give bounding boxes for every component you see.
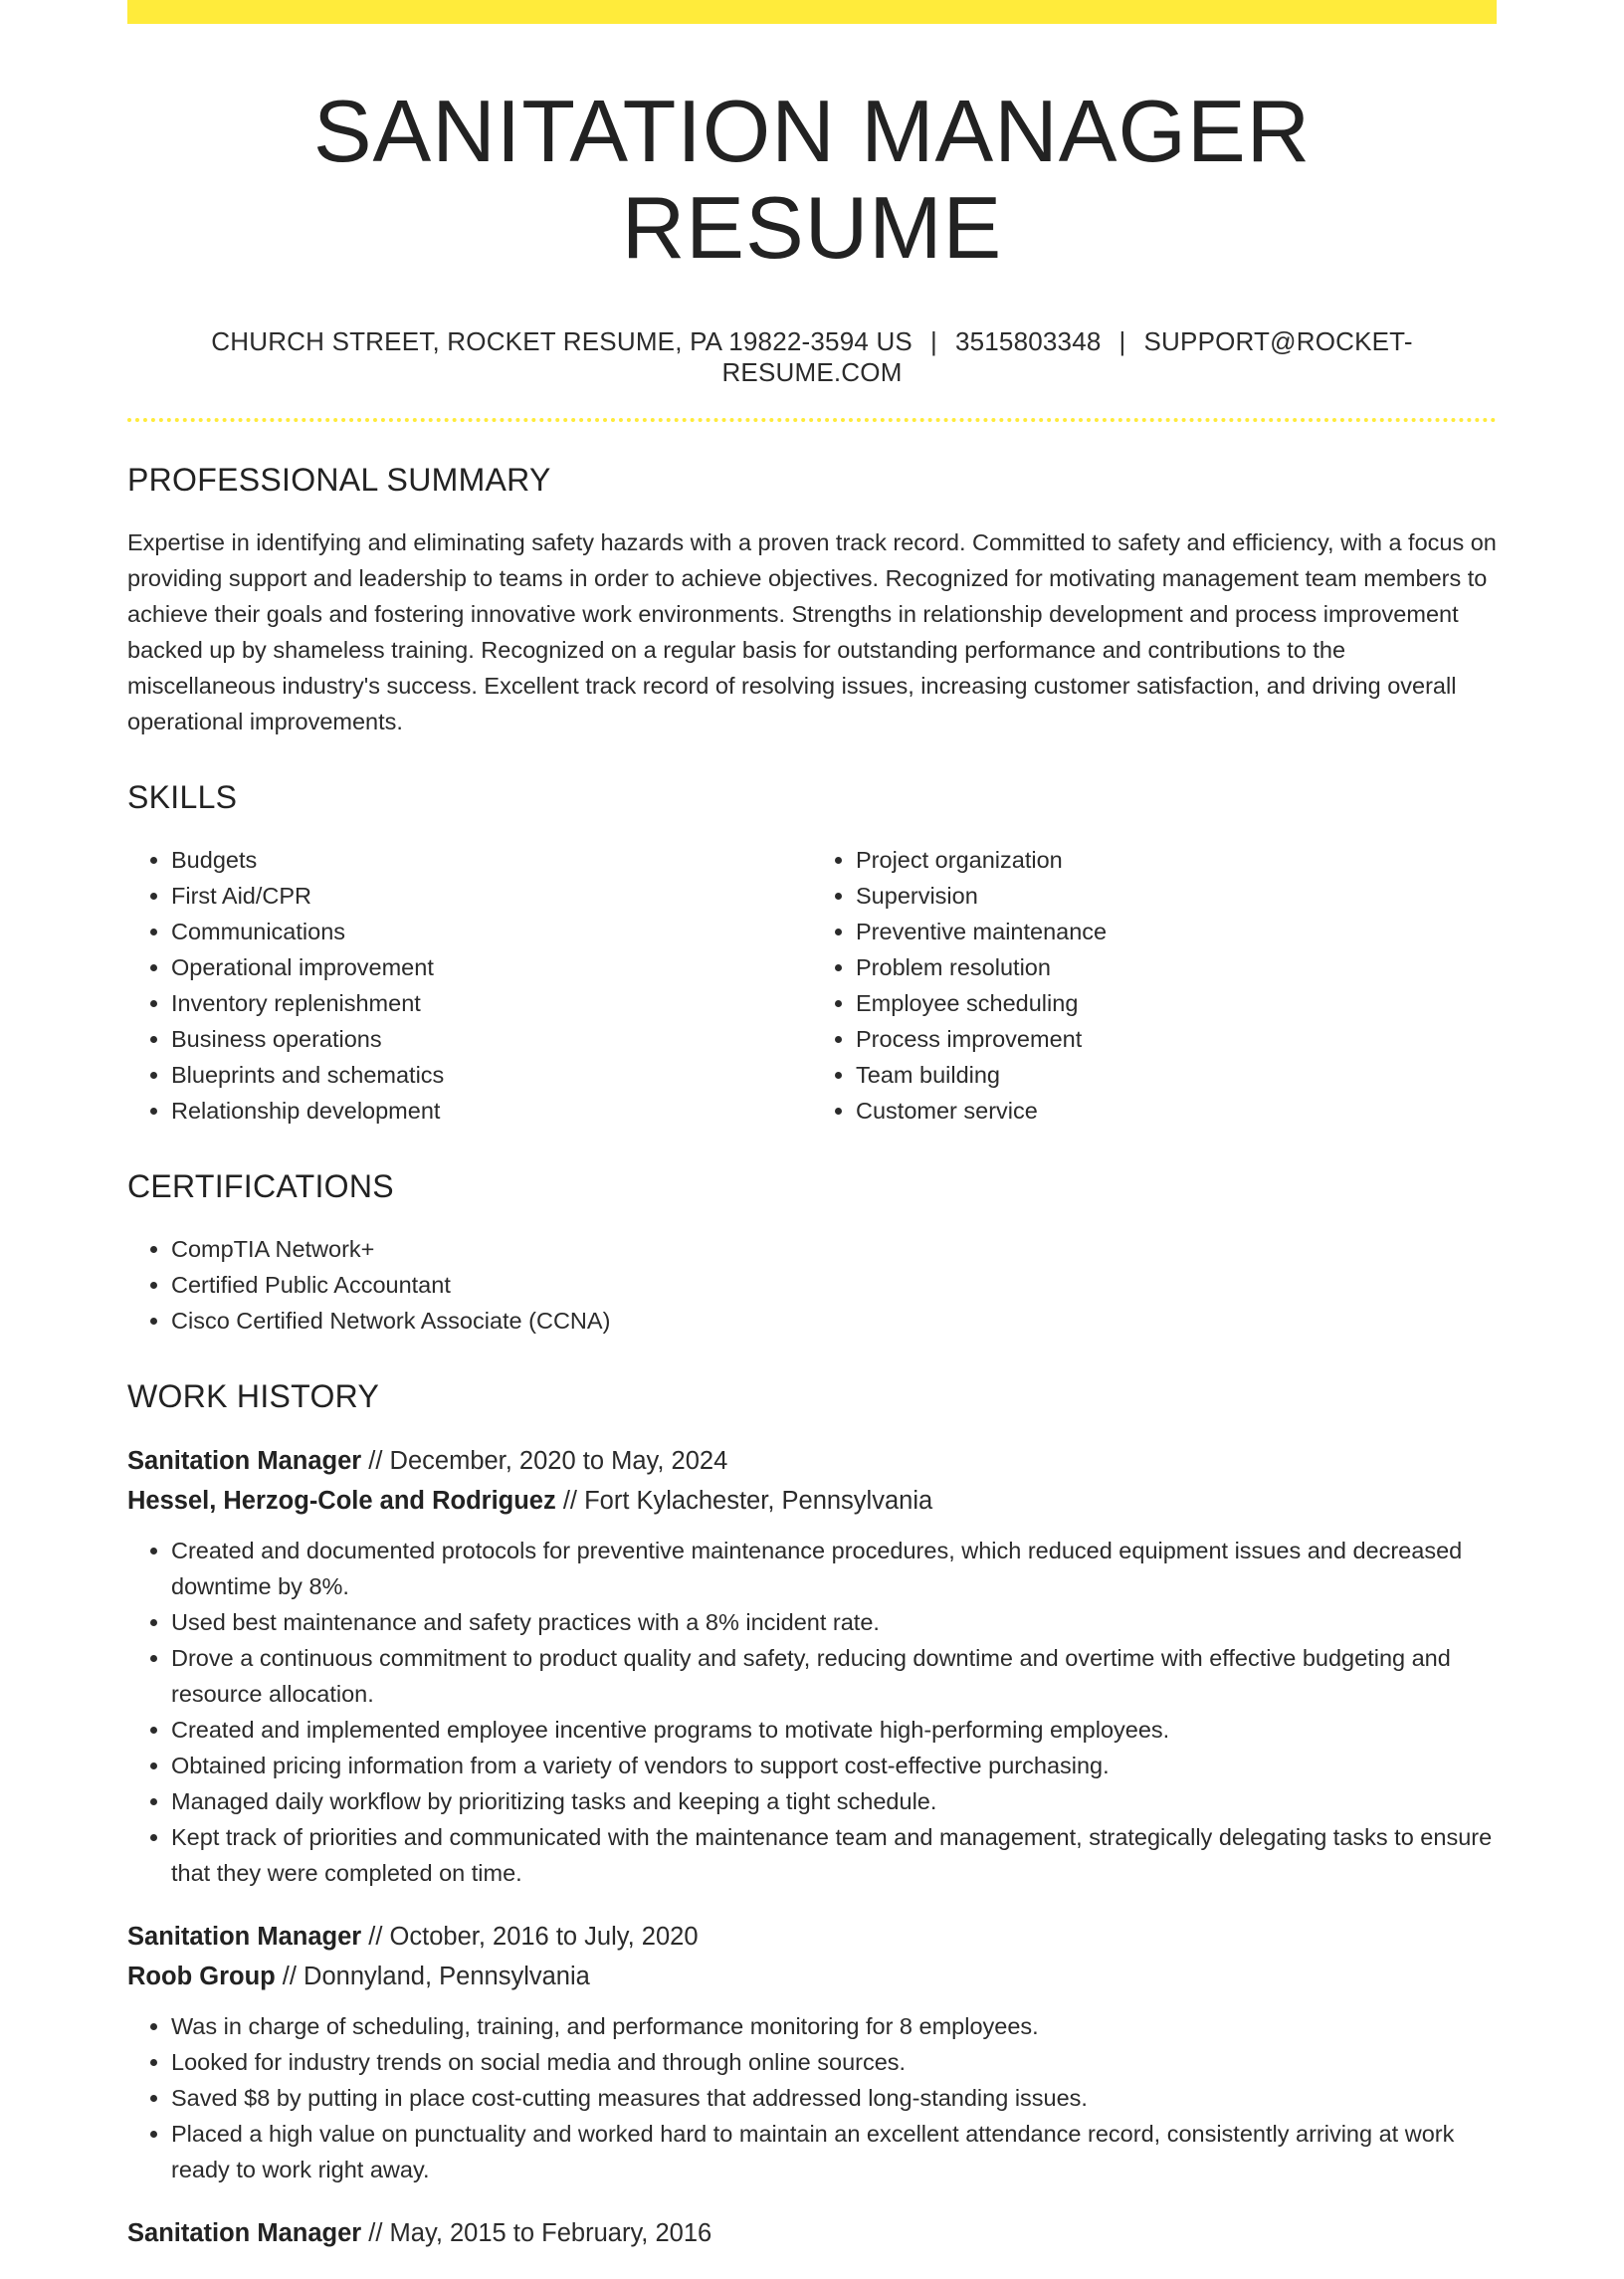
job-title-line: [127, 2213, 1497, 2253]
job-company-line: [127, 1957, 1497, 1996]
job-title-line: [127, 1441, 1497, 1481]
skill-item: • Budgets: [171, 842, 812, 878]
job-bullets: [127, 1533, 1497, 1891]
contact-separator: |: [929, 325, 937, 356]
skill-item: • Operational improvement: [171, 949, 812, 985]
summary-heading: PROFESSIONAL SUMMARY: [127, 461, 551, 498]
skill-item: • Business operations: [171, 1021, 812, 1057]
dotted-divider: [127, 418, 1497, 422]
contact-phone: 3515803348: [954, 325, 1102, 356]
job-entry: [127, 1441, 1497, 1891]
contact-separator: |: [1118, 325, 1126, 356]
job-role: Sanitation Manager: [127, 2218, 362, 2247]
resume-title: SANITATION MANAGER RESUME: [312, 82, 1312, 277]
job-bullet: • Was in charge of scheduling, training, and performance monitoring for 8 employees.: [171, 2008, 1497, 2044]
work-history-section: [127, 1378, 1497, 2253]
certifications-list: [127, 1231, 1497, 1339]
job-bullet: • Obtained pricing information from a variety of vendors to support cost-effective purchasing.: [171, 1748, 1497, 1783]
job-role: Sanitation Manager: [127, 1922, 362, 1951]
skills-section: [127, 779, 1497, 1129]
skill-item: • Inventory replenishment: [171, 985, 812, 1021]
skill-item: • Employee scheduling: [856, 985, 1497, 1021]
job-bullet: • Saved $8 by putting in place cost-cutting measures that addressed long-standing issues.: [171, 2080, 1497, 2116]
job-bullets: [127, 2008, 1497, 2187]
skill-item: • Process improvement: [856, 1021, 1497, 1057]
certifications-heading: CERTIFICATIONS: [127, 1167, 394, 1204]
job-company-line: [127, 1481, 1497, 1521]
summary-section: [127, 462, 1497, 739]
skill-item: • Team building: [856, 1057, 1497, 1093]
skills-heading: SKILLS: [127, 778, 238, 815]
job-bullet: • Looked for industry trends on social media and through online sources.: [171, 2044, 1497, 2080]
work-history-heading: WORK HISTORY: [127, 1377, 380, 1414]
job-bullet: • Created and implemented employee incentive programs to motivate high-performing employees.: [171, 1712, 1497, 1748]
job-entry: [127, 1917, 1497, 2187]
job-bullet: • Drove a continuous commitment to product quality and safety, reducing downtime and overtime with effective budgeting and resource allocation.: [171, 1640, 1497, 1712]
certification-item: • CompTIA Network+: [171, 1231, 1497, 1267]
contact-email: SUPPORT@ROCKET-RESUME.COM: [721, 325, 1413, 387]
job-bullet: • Used best maintenance and safety practices with a 8% incident rate.: [171, 1604, 1497, 1640]
skill-item: • Project organization: [856, 842, 1497, 878]
skills-column-right: [812, 842, 1497, 1129]
contact-address: CHURCH STREET, ROCKET RESUME, PA 19822-3594 US: [211, 325, 913, 356]
job-title-line: [127, 1917, 1497, 1957]
skills-list-left: [127, 842, 812, 1129]
job-dates: // May, 2015 to February, 2016: [361, 2218, 712, 2247]
skill-item: • Blueprints and schematics: [171, 1057, 812, 1093]
job-company: Hessel, Herzog-Cole and Rodriguez: [127, 1486, 556, 1515]
skill-item: • First Aid/CPR: [171, 878, 812, 914]
skill-item: • Supervision: [856, 878, 1497, 914]
skill-item: • Preventive maintenance: [856, 914, 1497, 949]
skill-item: • Problem resolution: [856, 949, 1497, 985]
skill-item: • Customer service: [856, 1093, 1497, 1129]
skills-column-left: [127, 842, 812, 1129]
certifications-section: [127, 1168, 1497, 1339]
skill-item: • Communications: [171, 914, 812, 949]
skills-list-right: [812, 842, 1497, 1129]
job-role: Sanitation Manager: [127, 1446, 362, 1475]
job-entry: [127, 2213, 1497, 2253]
certification-item: • Cisco Certified Network Associate (CCNA): [171, 1303, 1497, 1339]
summary-text: Expertise in identifying and eliminating safety hazards with a proven track record. Committed to safety and efficiency, with a focus on providing support and leadership to teams in order to achieve objectives. Recognized for motivating management team members to achieve their goals and fostering innovative work environments. Strengths in relationship development and process improvement backed up by shameless training. Recognized on a regular basis for outstanding performance and contributions to the miscellaneous industry's success. Excellent track record of resolving issues, increasing customer satisfaction, and driving overall operational improvements.: [127, 528, 1497, 734]
job-dates: // October, 2016 to July, 2020: [361, 1922, 699, 1951]
accent-top-bar: [127, 0, 1497, 24]
skills-grid: [127, 842, 1497, 1129]
resume-page: [127, 0, 1497, 2279]
job-dates: // December, 2020 to May, 2024: [361, 1446, 728, 1475]
contact-line: [127, 326, 1497, 388]
job-bullet: • Placed a high value on punctuality and worked hard to maintain an excellent attendance record, consistently arriving at work ready to work right away.: [171, 2116, 1497, 2187]
job-location: // Fort Kylachester, Pennsylvania: [555, 1486, 933, 1515]
job-bullet: • Kept track of priorities and communicated with the maintenance team and management, strategically delegating tasks to ensure that they were completed on time.: [171, 1819, 1497, 1891]
job-company: Roob Group: [127, 1962, 276, 1990]
skill-item: • Relationship development: [171, 1093, 812, 1129]
job-bullet: • Managed daily workflow by prioritizing tasks and keeping a tight schedule.: [171, 1783, 1497, 1819]
job-bullet: • Created and documented protocols for preventive maintenance procedures, which reduced equipment issues and decreased downtime by 8%.: [171, 1533, 1497, 1604]
job-location: // Donnyland, Pennsylvania: [275, 1962, 590, 1990]
certification-item: • Certified Public Accountant: [171, 1267, 1497, 1303]
